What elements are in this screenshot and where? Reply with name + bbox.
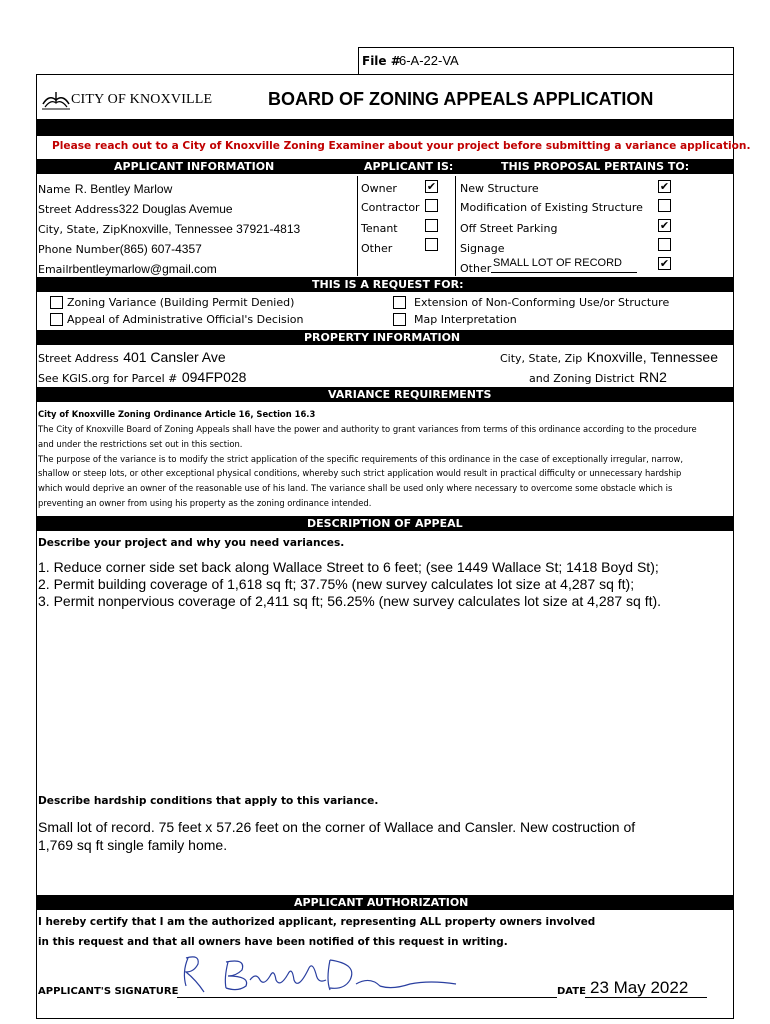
signage-checkbox[interactable] <box>658 238 671 251</box>
proposal-header: THIS PROPOSAL PERTAINS TO: <box>501 160 690 173</box>
zoning-district-field[interactable]: RN2 <box>638 369 667 385</box>
variance-item: 3. Permit nonpervious coverage of 2,411 sq ft; 56.25% (new survey calculates lot size at 4,287 sq ft). <box>38 593 662 609</box>
applicant-email-row <box>38 260 217 278</box>
email-label: Email <box>38 263 69 276</box>
appeal-admin-label: Appeal of Administrative Official's Decision <box>67 313 304 326</box>
authorization-header: APPLICANT AUTHORIZATION <box>294 896 469 909</box>
other-proposal-underline <box>491 272 637 273</box>
notice-text: Please reach out to a City of Knoxville Zoning Examiner about your project before submitting a variance application. <box>52 140 751 152</box>
parcel-field[interactable]: 094FP028 <box>181 369 247 385</box>
title-band <box>36 119 734 136</box>
variance-item: 2. Permit building coverage of 1,618 sq ft; 37.75% (new survey calculates lot size at 4,287 sq ft); <box>38 576 635 592</box>
applicant-is-header: APPLICANT IS: <box>364 160 454 173</box>
zoning-variance-checkbox[interactable] <box>50 296 63 309</box>
new-structure-checkbox[interactable]: ✔ <box>659 180 670 193</box>
parcel-row <box>38 369 246 387</box>
file-number-label: File # <box>362 54 401 68</box>
hardship-prompt: Describe hardship conditions that apply to this variance. <box>38 795 379 807</box>
description-header: DESCRIPTION OF APPEAL <box>307 517 463 530</box>
certification-text: I hereby certify that I am the authorized applicant, representing ALL property owners involved <box>38 916 596 928</box>
zoning-variance-label: Zoning Variance (Building Permit Denied) <box>67 296 295 309</box>
owner-checkbox[interactable]: ✔ <box>426 180 437 193</box>
tenant-label: Tenant <box>361 222 398 235</box>
contractor-label: Contractor <box>361 201 420 214</box>
off-street-parking-label: Off Street Parking <box>460 222 558 235</box>
zoning-district-label: and Zoning District <box>529 372 635 385</box>
certification-text: in this request and that all owners have been notified of this request in writing. <box>38 936 508 948</box>
owner-label: Owner <box>361 182 397 195</box>
city-logo <box>41 88 231 112</box>
signature-image[interactable] <box>180 950 460 998</box>
name-label: Name <box>38 183 71 196</box>
applicant-city-row <box>38 220 300 238</box>
street-label: Street Address <box>38 203 119 216</box>
other-proposal-label: Other <box>460 262 492 275</box>
project-description-field[interactable] <box>38 559 732 789</box>
applicant-street-row <box>38 200 233 218</box>
hardship-description-field[interactable] <box>38 818 732 888</box>
property-info-header: PROPERTY INFORMATION <box>304 331 461 344</box>
project-prompt: Describe your project and why you need variances. <box>38 537 345 549</box>
map-interpretation-checkbox[interactable] <box>393 313 406 326</box>
ordinance-text: The purpose of the variance is to modify the strict application of the specific requirements of this ordinance in the case of exceptionally irregular, narrow, <box>38 454 684 464</box>
street-field[interactable]: 322 Douglas Avemue <box>118 202 233 216</box>
other-proposal-field[interactable]: SMALL LOT OF RECORD <box>493 257 622 269</box>
logo-text: CITY OF KNOXVILLE <box>71 92 213 107</box>
hardship-line: Small lot of record. 75 feet x 57.26 feet on the corner of Wallace and Cansler. New costruction of <box>38 819 636 835</box>
column-divider <box>357 176 358 276</box>
ordinance-text: preventing an owner from using his property as the zoning ordinance intended. <box>38 498 372 508</box>
off-street-parking-checkbox[interactable]: ✔ <box>659 219 670 232</box>
property-street-row <box>38 349 226 367</box>
new-structure-label: New Structure <box>460 182 539 195</box>
ordinance-text: The City of Knoxville Board of Zoning Appeals shall have the power and authority to grant variances from terms of this ordinance according to the procedure <box>38 424 697 434</box>
form-title: BOARD OF ZONING APPEALS APPLICATION <box>268 89 654 109</box>
variance-header: VARIANCE REQUIREMENTS <box>328 388 492 401</box>
property-city-label: City, State, Zip <box>500 352 583 365</box>
name-field[interactable]: R. Bentley Marlow <box>74 182 173 196</box>
extension-label: Extension of Non-Conforming Use/or Structure <box>414 296 670 309</box>
variance-header-bar <box>36 387 734 402</box>
property-city-row <box>500 349 718 367</box>
phone-label: Phone Number <box>38 243 120 256</box>
applicant-name-row <box>38 180 172 198</box>
signage-label: Signage <box>460 242 505 255</box>
hardship-line: 1,769 sq ft single family home. <box>38 837 228 853</box>
parcel-label: See KGIS.org for Parcel # <box>38 372 178 385</box>
ordinance-heading: City of Knoxville Zoning Ordinance Article 16, Section 16.3 <box>38 409 316 419</box>
authorization-header-bar <box>36 895 734 910</box>
modification-label: Modification of Existing Structure <box>460 201 643 214</box>
other-proposal-checkbox[interactable]: ✔ <box>659 257 670 270</box>
date-label: DATE <box>557 986 586 997</box>
other-applicant-label: Other <box>361 242 393 255</box>
applicant-info-header: APPLICANT INFORMATION <box>114 160 275 173</box>
map-interpretation-label: Map Interpretation <box>414 313 517 326</box>
other-applicant-checkbox[interactable] <box>425 238 438 251</box>
property-city-field[interactable]: Knoxville, Tennessee <box>586 349 718 365</box>
appeal-admin-checkbox[interactable] <box>50 313 63 326</box>
signature-label: APPLICANT'S SIGNATURE <box>38 986 179 997</box>
phone-field[interactable]: (865) 607-4357 <box>119 242 202 256</box>
zoning-district-row <box>529 369 667 387</box>
email-field[interactable]: rbentleymarlow@gmail.com <box>68 262 217 276</box>
request-for-header: THIS IS A REQUEST FOR: <box>312 278 464 291</box>
modification-checkbox[interactable] <box>658 199 671 212</box>
city-seal-icon <box>41 90 71 110</box>
date-field[interactable]: 23 May 2022 <box>590 978 689 997</box>
description-header-bar <box>36 516 734 531</box>
city-field[interactable]: Knoxville, Tennessee 37921-4813 <box>120 222 301 236</box>
applicant-header-bar <box>36 159 734 174</box>
property-header-bar <box>36 330 734 345</box>
ordinance-text: shallow or steep lots, or other exceptional physical conditions, whereby such strict application would result in practical difficulty or unnecessary hardship <box>38 468 682 478</box>
ordinance-text: which would deprive an owner of the reasonable use of his land. The variance shall be used only where necessary to overcome some obstacle which is <box>38 483 673 493</box>
tenant-checkbox[interactable] <box>425 219 438 232</box>
property-street-field[interactable]: 401 Cansler Ave <box>123 349 226 365</box>
contractor-checkbox[interactable] <box>425 199 438 212</box>
variance-item: 1. Reduce corner side set back along Wallace Street to 6 feet; (see 1449 Wallace St; 1418 Boyd St); <box>38 559 659 575</box>
file-number-value[interactable]: 6-A-22-VA <box>399 53 459 68</box>
ordinance-text: and under the restrictions set out in this section. <box>38 439 243 449</box>
applicant-phone-row <box>38 240 202 258</box>
property-street-label: Street Address <box>38 352 119 365</box>
file-number-box <box>358 47 734 74</box>
city-label: City, State, Zip <box>38 223 121 236</box>
request-header-bar <box>36 277 734 292</box>
column-divider <box>455 176 456 276</box>
extension-checkbox[interactable] <box>393 296 406 309</box>
